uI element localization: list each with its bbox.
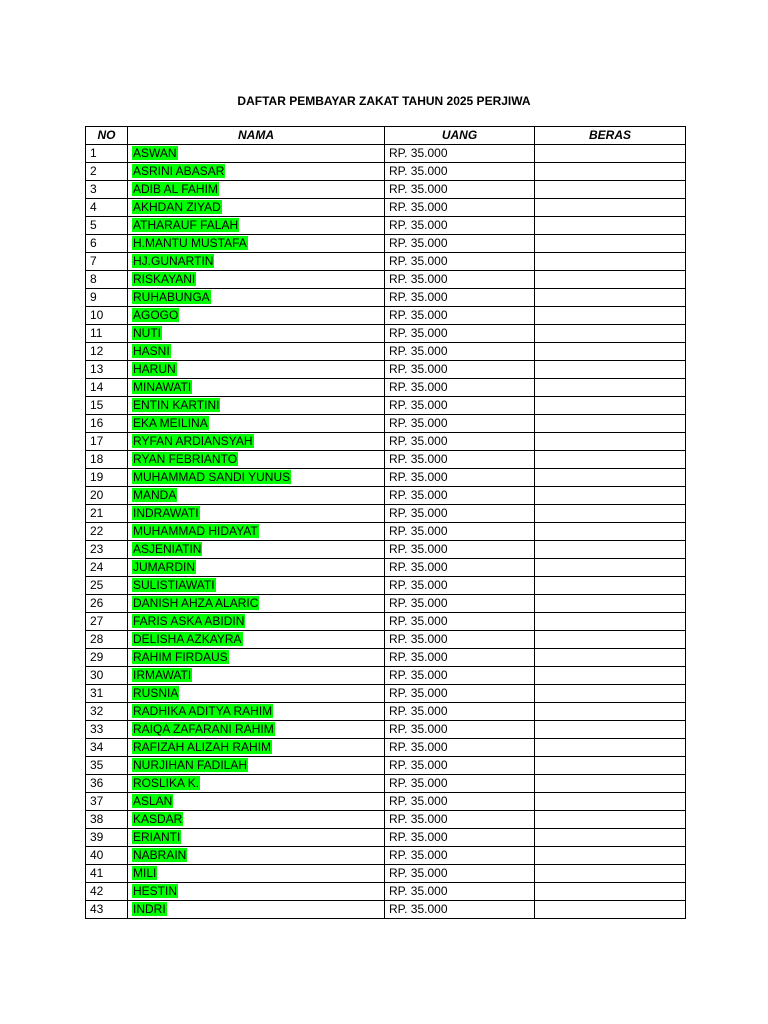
cell-uang: RP. 35.000 xyxy=(385,523,535,541)
cell-beras xyxy=(535,487,686,505)
document-title: DAFTAR PEMBAYAR ZAKAT TAHUN 2025 PERJIWA xyxy=(237,94,531,108)
name-highlight: RAFIZAH ALIZAH RAHIM xyxy=(133,740,272,754)
name-highlight: JUMARDIN xyxy=(133,560,195,574)
table-row xyxy=(86,811,686,829)
cell-uang: RP. 35.000 xyxy=(385,811,535,829)
cell-nama xyxy=(128,757,385,775)
cell-uang: RP. 35.000 xyxy=(385,217,535,235)
table-row xyxy=(86,649,686,667)
table-row xyxy=(86,181,686,199)
name-highlight: RUSNIA xyxy=(133,686,179,700)
cell-nama xyxy=(128,343,385,361)
cell-beras xyxy=(535,631,686,649)
cell-beras xyxy=(535,865,686,883)
cell-beras xyxy=(535,811,686,829)
name-highlight: ROSLIKA K. xyxy=(133,776,200,790)
cell-no: 12 xyxy=(86,343,128,361)
cell-beras xyxy=(535,595,686,613)
table-row xyxy=(86,577,686,595)
cell-uang: RP. 35.000 xyxy=(385,253,535,271)
name-highlight: HJ.GUNARTIN xyxy=(133,254,214,268)
cell-no: 26 xyxy=(86,595,128,613)
cell-no: 29 xyxy=(86,649,128,667)
table-row xyxy=(86,379,686,397)
cell-no: 23 xyxy=(86,541,128,559)
cell-no: 14 xyxy=(86,379,128,397)
cell-nama xyxy=(128,847,385,865)
cell-uang: RP. 35.000 xyxy=(385,469,535,487)
table-row xyxy=(86,199,686,217)
cell-no: 2 xyxy=(86,163,128,181)
cell-nama xyxy=(128,685,385,703)
cell-no: 3 xyxy=(86,181,128,199)
name-highlight: RAHIM FIRDAUS xyxy=(133,650,228,664)
name-highlight: ERIANTI xyxy=(133,830,181,844)
name-highlight: MINAWATI xyxy=(133,380,192,394)
column-header-no: NO xyxy=(86,127,128,145)
cell-beras xyxy=(535,379,686,397)
table-row xyxy=(86,253,686,271)
cell-no: 22 xyxy=(86,523,128,541)
cell-beras xyxy=(535,307,686,325)
cell-no: 8 xyxy=(86,271,128,289)
cell-nama xyxy=(128,541,385,559)
cell-uang: RP. 35.000 xyxy=(385,361,535,379)
cell-no: 11 xyxy=(86,325,128,343)
cell-uang: RP. 35.000 xyxy=(385,757,535,775)
cell-beras xyxy=(535,703,686,721)
cell-uang: RP. 35.000 xyxy=(385,703,535,721)
cell-no: 7 xyxy=(86,253,128,271)
cell-uang: RP. 35.000 xyxy=(385,505,535,523)
cell-uang: RP. 35.000 xyxy=(385,865,535,883)
cell-uang: RP. 35.000 xyxy=(385,847,535,865)
cell-no: 30 xyxy=(86,667,128,685)
cell-nama xyxy=(128,415,385,433)
name-highlight: RUHABUNGA xyxy=(133,290,210,304)
cell-uang: RP. 35.000 xyxy=(385,433,535,451)
cell-beras xyxy=(535,541,686,559)
name-highlight: RADHIKA ADITYA RAHIM xyxy=(133,704,273,718)
cell-beras xyxy=(535,415,686,433)
name-highlight: HASNI xyxy=(133,344,170,358)
cell-uang: RP. 35.000 xyxy=(385,289,535,307)
cell-uang: RP. 35.000 xyxy=(385,397,535,415)
cell-uang: RP. 35.000 xyxy=(385,829,535,847)
table-row xyxy=(86,847,686,865)
table-row xyxy=(86,685,686,703)
cell-nama xyxy=(128,667,385,685)
table-row xyxy=(86,595,686,613)
cell-uang: RP. 35.000 xyxy=(385,649,535,667)
table-row xyxy=(86,757,686,775)
table-row xyxy=(86,631,686,649)
name-highlight: RYAN FEBRIANTO xyxy=(133,452,238,466)
cell-beras xyxy=(535,505,686,523)
cell-nama xyxy=(128,865,385,883)
cell-no: 19 xyxy=(86,469,128,487)
cell-nama xyxy=(128,325,385,343)
table-header-row xyxy=(86,127,686,145)
name-highlight: RISKAYANI xyxy=(133,272,196,286)
name-highlight: HESTIN xyxy=(133,884,178,898)
name-highlight: NUTI xyxy=(133,326,161,340)
cell-no: 31 xyxy=(86,685,128,703)
cell-uang: RP. 35.000 xyxy=(385,793,535,811)
table-row xyxy=(86,325,686,343)
cell-uang: RP. 35.000 xyxy=(385,199,535,217)
cell-no: 16 xyxy=(86,415,128,433)
cell-uang: RP. 35.000 xyxy=(385,487,535,505)
cell-beras xyxy=(535,613,686,631)
name-highlight: INDRAWATI xyxy=(133,506,199,520)
cell-uang: RP. 35.000 xyxy=(385,559,535,577)
zakat-table xyxy=(85,126,686,919)
cell-beras xyxy=(535,397,686,415)
name-highlight: ASLAN xyxy=(133,794,173,808)
cell-nama xyxy=(128,739,385,757)
cell-nama xyxy=(128,703,385,721)
cell-beras xyxy=(535,451,686,469)
cell-beras xyxy=(535,883,686,901)
name-highlight: MANDA xyxy=(133,488,177,502)
table-row xyxy=(86,217,686,235)
cell-no: 10 xyxy=(86,307,128,325)
table-row xyxy=(86,775,686,793)
cell-no: 39 xyxy=(86,829,128,847)
cell-beras xyxy=(535,199,686,217)
cell-nama xyxy=(128,379,385,397)
cell-beras xyxy=(535,361,686,379)
cell-uang: RP. 35.000 xyxy=(385,145,535,163)
cell-uang: RP. 35.000 xyxy=(385,163,535,181)
cell-nama xyxy=(128,469,385,487)
cell-nama xyxy=(128,145,385,163)
cell-no: 13 xyxy=(86,361,128,379)
cell-beras xyxy=(535,181,686,199)
cell-nama xyxy=(128,235,385,253)
table-row xyxy=(86,883,686,901)
table-row xyxy=(86,559,686,577)
cell-no: 35 xyxy=(86,757,128,775)
cell-no: 43 xyxy=(86,901,128,919)
table-row xyxy=(86,865,686,883)
cell-beras xyxy=(535,523,686,541)
cell-nama xyxy=(128,271,385,289)
table-row xyxy=(86,541,686,559)
cell-beras xyxy=(535,793,686,811)
column-header-uang: UANG xyxy=(385,127,535,145)
cell-no: 20 xyxy=(86,487,128,505)
cell-nama xyxy=(128,829,385,847)
cell-nama xyxy=(128,181,385,199)
cell-nama xyxy=(128,433,385,451)
cell-uang: RP. 35.000 xyxy=(385,343,535,361)
name-highlight: KASDAR xyxy=(133,812,183,826)
cell-uang: RP. 35.000 xyxy=(385,739,535,757)
table-row xyxy=(86,415,686,433)
cell-beras xyxy=(535,271,686,289)
cell-uang: RP. 35.000 xyxy=(385,271,535,289)
cell-beras xyxy=(535,901,686,919)
name-highlight: MUHAMMAD SANDI YUNUS xyxy=(133,470,291,484)
column-header-beras: BERAS xyxy=(535,127,686,145)
cell-beras xyxy=(535,343,686,361)
cell-no: 21 xyxy=(86,505,128,523)
cell-no: 42 xyxy=(86,883,128,901)
cell-no: 24 xyxy=(86,559,128,577)
table-row xyxy=(86,739,686,757)
table-row xyxy=(86,145,686,163)
table-row xyxy=(86,703,686,721)
cell-uang: RP. 35.000 xyxy=(385,235,535,253)
name-highlight: EKA MEILINA xyxy=(133,416,208,430)
name-highlight: FARIS ASKA ABIDIN xyxy=(133,614,245,628)
cell-uang: RP. 35.000 xyxy=(385,451,535,469)
cell-nama xyxy=(128,577,385,595)
cell-no: 28 xyxy=(86,631,128,649)
cell-beras xyxy=(535,559,686,577)
cell-beras xyxy=(535,163,686,181)
cell-nama xyxy=(128,289,385,307)
name-highlight: SULISTIAWATI xyxy=(133,578,215,592)
cell-nama xyxy=(128,361,385,379)
name-highlight: RYFAN ARDIANSYAH xyxy=(133,434,253,448)
cell-nama xyxy=(128,901,385,919)
cell-no: 41 xyxy=(86,865,128,883)
name-highlight: MILI xyxy=(133,866,157,880)
name-highlight: RAIQA ZAFARANI RAHIM xyxy=(133,722,274,736)
cell-no: 32 xyxy=(86,703,128,721)
cell-beras xyxy=(535,667,686,685)
cell-no: 6 xyxy=(86,235,128,253)
name-highlight: ATHARAUF FALAH xyxy=(133,218,239,232)
cell-no: 9 xyxy=(86,289,128,307)
table-row xyxy=(86,523,686,541)
name-highlight: IRMAWATI xyxy=(133,668,192,682)
cell-uang: RP. 35.000 xyxy=(385,325,535,343)
cell-uang: RP. 35.000 xyxy=(385,685,535,703)
table-row xyxy=(86,901,686,919)
cell-nama xyxy=(128,793,385,811)
cell-uang: RP. 35.000 xyxy=(385,883,535,901)
cell-nama xyxy=(128,307,385,325)
name-highlight: INDRI xyxy=(133,902,166,916)
cell-uang: RP. 35.000 xyxy=(385,577,535,595)
table-row xyxy=(86,343,686,361)
cell-nama xyxy=(128,775,385,793)
cell-no: 5 xyxy=(86,217,128,235)
table-row xyxy=(86,613,686,631)
cell-uang: RP. 35.000 xyxy=(385,595,535,613)
cell-beras xyxy=(535,253,686,271)
table-row xyxy=(86,289,686,307)
cell-uang: RP. 35.000 xyxy=(385,775,535,793)
cell-beras xyxy=(535,847,686,865)
cell-no: 27 xyxy=(86,613,128,631)
cell-uang: RP. 35.000 xyxy=(385,181,535,199)
cell-no: 4 xyxy=(86,199,128,217)
cell-nama xyxy=(128,397,385,415)
cell-no: 1 xyxy=(86,145,128,163)
name-highlight: DELISHA AZKAYRA xyxy=(133,632,242,646)
cell-no: 17 xyxy=(86,433,128,451)
name-highlight: AKHDAN ZIYAD xyxy=(133,200,221,214)
table-row xyxy=(86,793,686,811)
cell-no: 37 xyxy=(86,793,128,811)
cell-beras xyxy=(535,685,686,703)
cell-nama xyxy=(128,883,385,901)
cell-nama xyxy=(128,559,385,577)
table-row xyxy=(86,667,686,685)
cell-nama xyxy=(128,523,385,541)
cell-uang: RP. 35.000 xyxy=(385,379,535,397)
cell-nama xyxy=(128,487,385,505)
table-row xyxy=(86,361,686,379)
table-row xyxy=(86,469,686,487)
cell-no: 15 xyxy=(86,397,128,415)
cell-beras xyxy=(535,577,686,595)
cell-beras xyxy=(535,757,686,775)
cell-no: 38 xyxy=(86,811,128,829)
cell-nama xyxy=(128,253,385,271)
table-row xyxy=(86,397,686,415)
name-highlight: H.MANTU MUSTAFA xyxy=(133,236,247,250)
cell-uang: RP. 35.000 xyxy=(385,631,535,649)
cell-uang: RP. 35.000 xyxy=(385,541,535,559)
cell-uang: RP. 35.000 xyxy=(385,415,535,433)
cell-nama xyxy=(128,811,385,829)
cell-nama xyxy=(128,595,385,613)
name-highlight: ADIB AL FAHIM xyxy=(133,182,218,196)
cell-no: 36 xyxy=(86,775,128,793)
cell-nama xyxy=(128,505,385,523)
cell-beras xyxy=(535,325,686,343)
table-row xyxy=(86,271,686,289)
cell-beras xyxy=(535,775,686,793)
name-highlight: ENTIN KARTINI xyxy=(133,398,220,412)
cell-no: 40 xyxy=(86,847,128,865)
cell-beras xyxy=(535,289,686,307)
name-highlight: AGOGO xyxy=(133,308,179,322)
cell-beras xyxy=(535,217,686,235)
name-highlight: MUHAMMAD HIDAYAT xyxy=(133,524,258,538)
column-header-nama: NAMA xyxy=(128,127,385,145)
name-highlight: NURJIHAN FADILAH xyxy=(133,758,248,772)
name-highlight: HARUN xyxy=(133,362,176,376)
table-row xyxy=(86,487,686,505)
name-highlight: ASJENIATIN xyxy=(133,542,202,556)
cell-nama xyxy=(128,163,385,181)
cell-uang: RP. 35.000 xyxy=(385,613,535,631)
cell-nama xyxy=(128,721,385,739)
table-row xyxy=(86,505,686,523)
cell-beras xyxy=(535,829,686,847)
cell-nama xyxy=(128,451,385,469)
cell-beras xyxy=(535,235,686,253)
cell-no: 25 xyxy=(86,577,128,595)
table-row xyxy=(86,451,686,469)
cell-uang: RP. 35.000 xyxy=(385,667,535,685)
name-highlight: ASWAN xyxy=(133,146,177,160)
table-row xyxy=(86,163,686,181)
cell-no: 34 xyxy=(86,739,128,757)
table-row xyxy=(86,433,686,451)
cell-no: 33 xyxy=(86,721,128,739)
cell-nama xyxy=(128,631,385,649)
cell-nama xyxy=(128,217,385,235)
cell-uang: RP. 35.000 xyxy=(385,901,535,919)
table-row xyxy=(86,829,686,847)
table-body xyxy=(86,145,686,919)
table-row xyxy=(86,235,686,253)
cell-beras xyxy=(535,433,686,451)
cell-uang: RP. 35.000 xyxy=(385,307,535,325)
cell-beras xyxy=(535,739,686,757)
name-highlight: ASRINI ABASAR xyxy=(133,164,225,178)
cell-nama xyxy=(128,613,385,631)
cell-beras xyxy=(535,721,686,739)
cell-nama xyxy=(128,649,385,667)
table-row xyxy=(86,307,686,325)
cell-beras xyxy=(535,649,686,667)
cell-no: 18 xyxy=(86,451,128,469)
name-highlight: NABRAIN xyxy=(133,848,187,862)
cell-beras xyxy=(535,469,686,487)
table-row xyxy=(86,721,686,739)
cell-nama xyxy=(128,199,385,217)
name-highlight: DANISH AHZA ALARIC xyxy=(133,596,259,610)
cell-uang: RP. 35.000 xyxy=(385,721,535,739)
cell-beras xyxy=(535,145,686,163)
